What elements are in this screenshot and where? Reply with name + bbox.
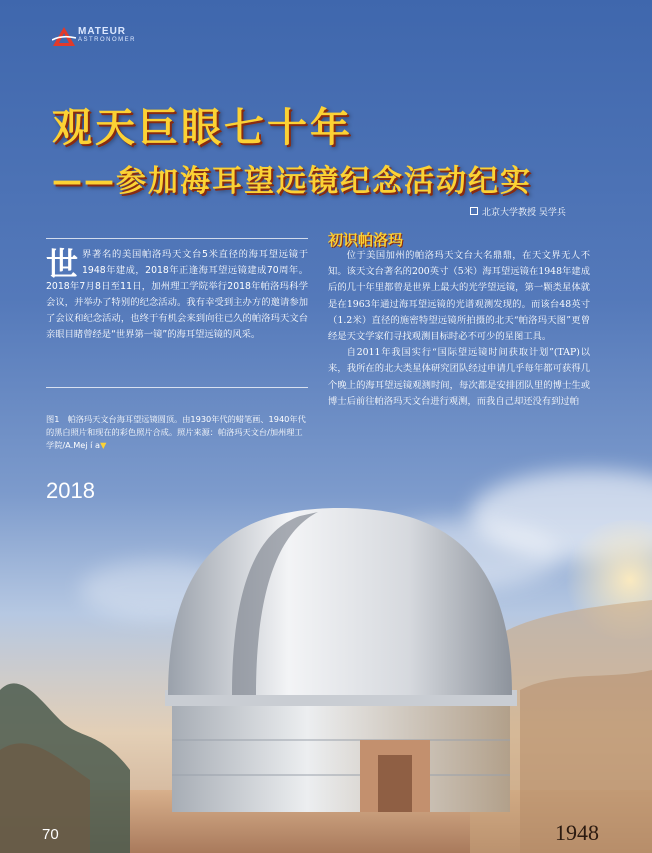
page-number: 70	[42, 826, 59, 843]
caption-marker-icon: ▼	[100, 440, 107, 450]
logo-mark-icon	[52, 26, 76, 48]
intro-text: 界著名的美国帕洛玛天文台5米直径的海耳望远镜于1948年建成，2018年正逢海耳望远镜建成70周年。2018年7月8日至11日，加州理工学院举行2018年帕洛玛科学会议，并举办了特别的纪念活动。我有幸受到主办方的邀请参加了会议和纪念活动，也终于有机会来到向往已久的帕洛玛天文台亲眼目睹曾经是“世界第一镜”的海耳望远镜的风采。	[46, 249, 308, 340]
observatory-illustration	[0, 490, 652, 853]
author-byline	[470, 205, 566, 218]
caption-text: 图1 帕洛玛天文台海耳望远镜圆顶。由1930年代的蜡笔画、1940年代的黑白照片和现在的彩色照片合成。照片来源：帕洛玛天文台/加州理工学院/A.Mej í a	[46, 414, 306, 450]
article-title: 观天巨眼七十年	[52, 105, 353, 151]
drop-cap: 世	[46, 245, 79, 283]
body-paragraph: 位于美国加州的帕洛玛天文台大名鼎鼎，在天文界无人不知。该天文台著名的200英寸（5米）海耳望远镜在1948年建成后的几十年里都曾是世界上最大的光学望远镜，第一颗类星体就是在1963年通过海耳望远镜的光谱观测发现的。而该台48英寸（1.2米）直径的施密特望远镜所拍摄的北天“帕洛玛天图”更曾经是天文学家们寻找观测目标时必不可少的星图工具。	[328, 250, 590, 343]
dome	[168, 508, 512, 695]
article-subtitle: ——参加海耳望远镜纪念活动纪实	[52, 164, 532, 199]
figure-caption	[46, 413, 308, 452]
year-label-left: 2018	[46, 478, 95, 503]
body-column	[328, 248, 590, 410]
observatory-base	[172, 702, 510, 812]
divider-top	[46, 238, 308, 239]
section-heading: 初识帕洛玛	[328, 231, 404, 249]
logo-wordmark: MATEUR	[78, 26, 127, 37]
entrance-door	[378, 755, 412, 812]
body-paragraph: 自2011年我国实行“国际望远镜时间获取计划”(TAP)以来，我所在的北大类星体研究团队经过申请几乎每年都可获得几个晚上的海耳望远镜观测时间，每次都是安排团队里的博士生或博士后前往帕洛玛天文台进行观测，而我自己却还没有到过帕	[328, 347, 590, 407]
intro-paragraph	[46, 247, 308, 343]
logo-subtitle: ASTRONOMER	[78, 37, 137, 43]
magazine-logo	[52, 26, 172, 50]
year-label-right: 1948	[555, 820, 599, 845]
byline-square-icon	[470, 207, 478, 215]
divider-bottom	[46, 387, 308, 388]
byline-text: 北京大学教授 吴学兵	[482, 208, 566, 218]
